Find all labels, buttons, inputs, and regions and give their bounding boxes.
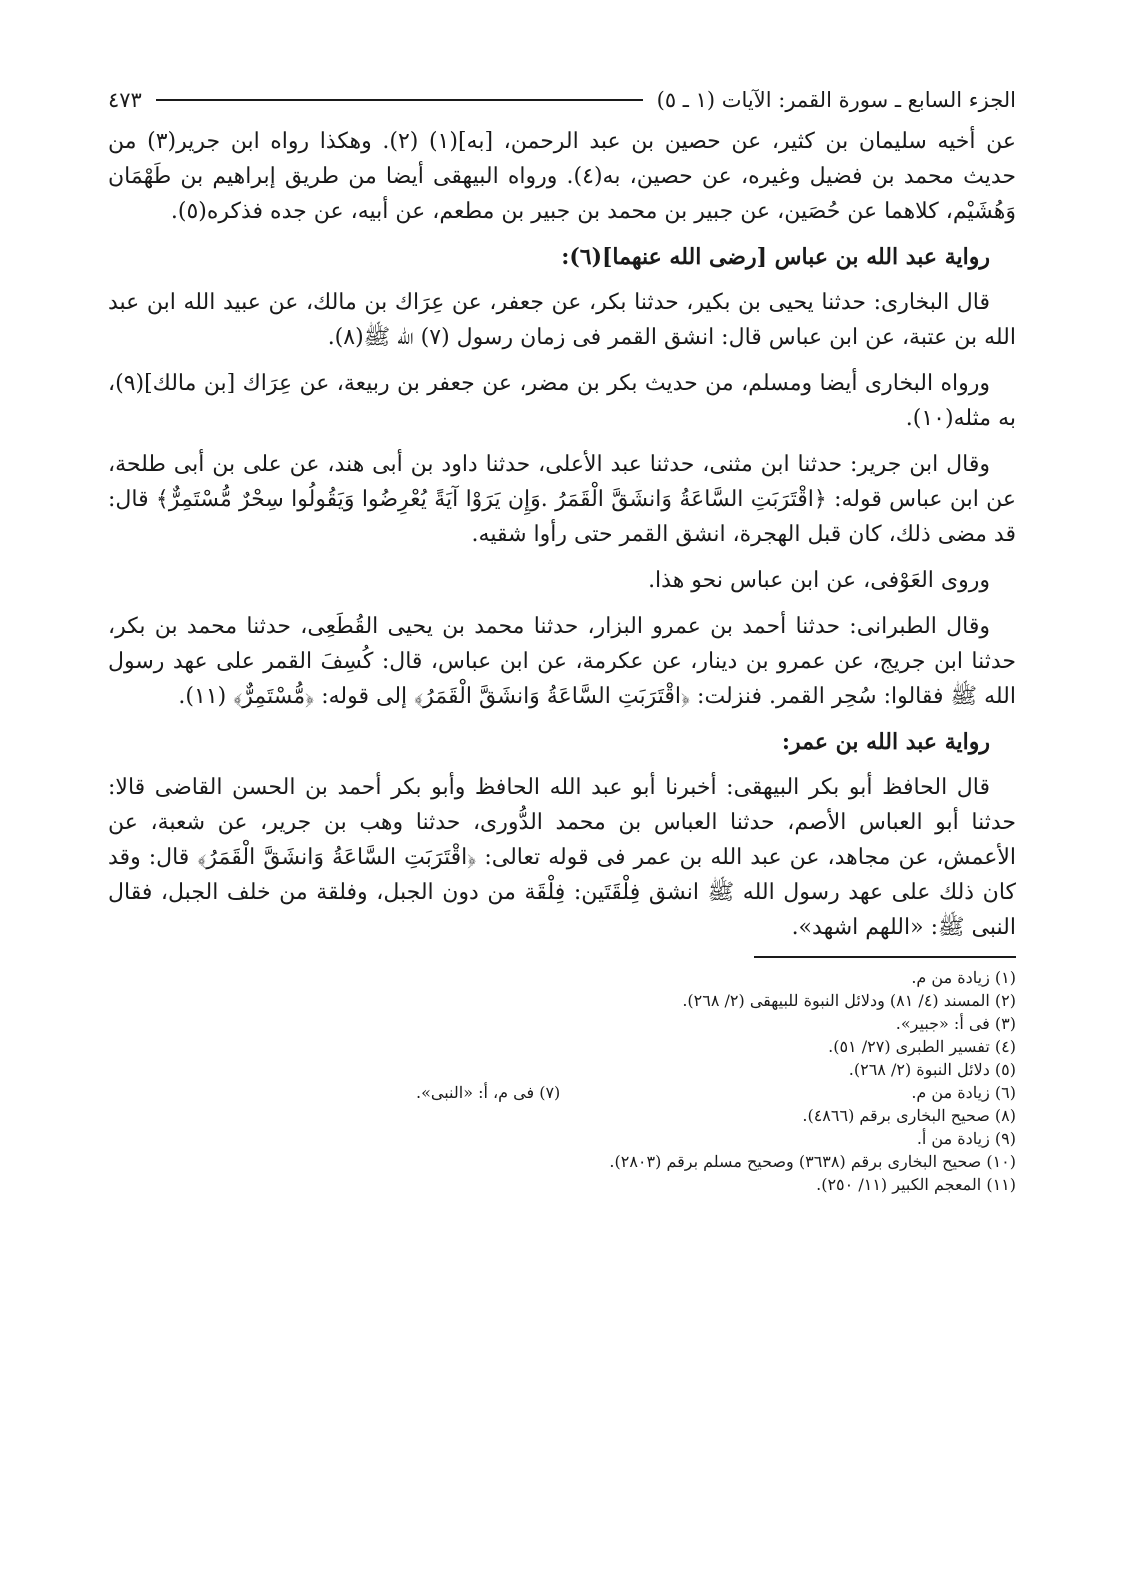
page-number: ٤٧٣ xyxy=(108,88,142,112)
section-heading: رواية عبد الله بن عباس [رضى الله عنهما](٦): xyxy=(561,244,990,270)
paragraph: وقال ابن جرير: حدثنا ابن مثنى، حدثنا عبد الأعلى، حدثنا داود بن أبى هند، عن على بن أبى طلحة، عن ابن عباس قوله: ﴿اقْتَرَبَتِ السَّاعَةُ وَانشَقَّ الْقَمَرُ .وَإِن يَرَوْا آيَةً يُعْرِضُوا وَيَقُولُوا سِحْرٌ مُّسْتَمِرٌّ﴾ قال: قد مضى ذلك، كان قبل الهجرة، انشق القمر حتى رأوا شقيه. xyxy=(108,452,1016,547)
running-header xyxy=(108,80,1016,120)
footnote-row xyxy=(416,1081,1016,1104)
header-rule xyxy=(156,99,643,101)
footnote: (٢) المسند (٤/ ٨١) ودلائل النبوة للبيهقى (٢/ ٢٦٨). xyxy=(682,991,1016,1010)
footnote: (١١) المعجم الكبير (١١/ ٢٥٠). xyxy=(816,1175,1016,1194)
footnote: (٥) دلائل النبوة (٢/ ٢٦٨). xyxy=(848,1060,1016,1079)
paragraph: وروى العَوْفى، عن ابن عباس نحو هذا. xyxy=(648,568,990,593)
section-heading: رواية عبد الله بن عمر: xyxy=(781,729,990,755)
footnote: (٦) زيادة من م. xyxy=(911,1083,1016,1102)
footnote: (٩) زيادة من أ. xyxy=(916,1129,1016,1148)
paragraph: قال الحافظ أبو بكر البيهقى: أخبرنا أبو عبد الله الحافظ وأبو بكر أحمد بن الحسن القاضى قالا: حدثنا أبو العباس الأصم، حدثنا العباس بن محمد الدُّورى، حدثنا وهب بن جرير، عن شعبة، عن الأعمش، عن مجاهد، عن عبد الله بن عمر فى قوله تعالى: ﴿اقْتَرَبَتِ السَّاعَةُ وَانشَقَّ الْقَمَرُ﴾ قال: وقد كان ذلك على عهد رسول الله ﷺ انشق فِلْقَتَين: فِلْقَة من دون الجبل، وفلقة من خلف الجبل، فقال النبى ﷺ: «اللهم اشهد». xyxy=(108,775,1016,940)
book-page xyxy=(108,80,1016,1196)
main-text xyxy=(108,124,1016,945)
footnote-separator xyxy=(754,956,1016,958)
footnote: (١) زيادة من م. xyxy=(911,968,1016,987)
paragraph: عن أخيه سليمان بن كثير، عن حصين بن عبد الرحمن، [به](١) (٢). وهكذا رواه ابن جرير(٣) من حديث محمد بن فضيل وغيره، عن حصين، به(٤). ورواه البيهقى أيضا من طريق إبراهيم بن طَهْمَان وَهُشَيْم، كلاهما عن حُصَين، عن جبير بن محمد بن جبير بن مطعم، عن أبيه، عن جده فذكره(٥). xyxy=(108,129,1016,224)
paragraph: وقال الطبرانى: حدثنا أحمد بن عمرو البزار، حدثنا محمد بن يحيى القُطَعِى، حدثنا محمد بن بكر، حدثنا ابن جريج، عن عمرو بن دينار، عن عكرمة، عن ابن عباس، قال: كُسِفَ القمر على عهد رسول الله ﷺ فقالوا: سُحِر القمر. فنزلت: ﴿اقْتَرَبَتِ السَّاعَةُ وَانشَقَّ الْقَمَرُ﴾ إلى قوله: ﴿مُّسْتَمِرٌّ﴾ (١١). xyxy=(108,614,1016,709)
footnote: (٤) تفسير الطبرى (٢٧/ ٥١). xyxy=(828,1037,1016,1056)
footnote: (٣) فى أ: «جبير». xyxy=(895,1014,1016,1033)
running-title: الجزء السابع ـ سورة القمر: الآيات (١ ـ ٥) xyxy=(656,88,1016,112)
paragraph: قال البخارى: حدثنا يحيى بن بكير، حدثنا بكر، عن جعفر، عن عِرَاك بن مالك، عن عبيد الله ابن عبد الله بن عتبة، عن ابن عباس قال: انشق القمر فى زمان رسول (٧) الله ﷺ(٨). xyxy=(108,290,1016,350)
footnote: (٨) صحيح البخارى برقم (٤٨٦٦). xyxy=(802,1106,1016,1125)
footnote: (٧) فى م، أ: «النبى». xyxy=(416,1083,561,1102)
footnote: (١٠) صحيح البخارى برقم (٣٦٣٨) وصحيح مسلم برقم (٢٨٠٣). xyxy=(609,1152,1016,1171)
paragraph: ورواه البخارى أيضا ومسلم، من حديث بكر بن مضر، عن جعفر بن ربيعة، عن عِرَاك [بن مالك](٩)، به مثله(١٠). xyxy=(108,371,1016,431)
footnotes xyxy=(108,966,1016,1196)
